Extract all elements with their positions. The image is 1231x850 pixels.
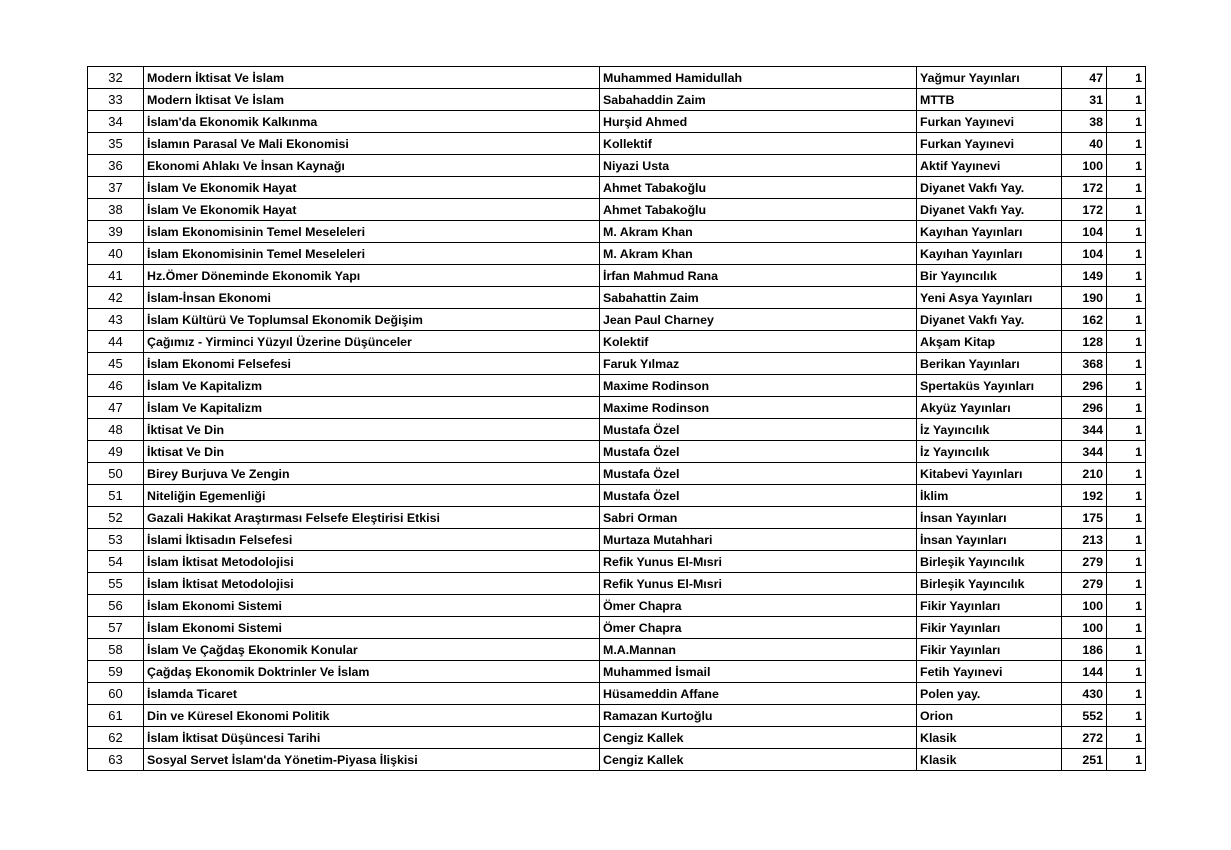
publisher-cell: Furkan Yayınevi: [917, 111, 1062, 133]
row-number-cell: 44: [88, 331, 144, 353]
quantity-cell: 1: [1107, 727, 1146, 749]
quantity-cell: 1: [1107, 177, 1146, 199]
page-count-cell: 344: [1062, 441, 1107, 463]
author-cell: Mustafa Özel: [600, 463, 917, 485]
row-number-cell: 55: [88, 573, 144, 595]
table-row: [88, 375, 1146, 397]
publisher-cell: Diyanet Vakfı Yay.: [917, 199, 1062, 221]
table-row: [88, 309, 1146, 331]
page-count-cell: 368: [1062, 353, 1107, 375]
title-cell: İslami İktisadın Felsefesi: [144, 529, 600, 551]
title-cell: Din ve Küresel Ekonomi Politik: [144, 705, 600, 727]
table-row: [88, 111, 1146, 133]
title-cell: Birey Burjuva Ve Zengin: [144, 463, 600, 485]
author-cell: Niyazi Usta: [600, 155, 917, 177]
table-row: [88, 265, 1146, 287]
table-row: [88, 705, 1146, 727]
quantity-cell: 1: [1107, 661, 1146, 683]
table-row: [88, 639, 1146, 661]
author-cell: Cengiz Kallek: [600, 749, 917, 771]
page-count-cell: 162: [1062, 309, 1107, 331]
row-number-cell: 37: [88, 177, 144, 199]
table-row: [88, 551, 1146, 573]
title-cell: İslam Ekonomi Sistemi: [144, 617, 600, 639]
row-number-cell: 36: [88, 155, 144, 177]
author-cell: Ahmet Tabakoğlu: [600, 177, 917, 199]
table-row: [88, 529, 1146, 551]
title-cell: İktisat Ve Din: [144, 419, 600, 441]
quantity-cell: 1: [1107, 419, 1146, 441]
row-number-cell: 42: [88, 287, 144, 309]
author-cell: Hurşid Ahmed: [600, 111, 917, 133]
publisher-cell: Yağmur Yayınları: [917, 67, 1062, 89]
title-cell: Ekonomi Ahlakı Ve İnsan Kaynağı: [144, 155, 600, 177]
author-cell: İrfan Mahmud Rana: [600, 265, 917, 287]
author-cell: Ramazan Kurtoğlu: [600, 705, 917, 727]
page-count-cell: 38: [1062, 111, 1107, 133]
row-number-cell: 61: [88, 705, 144, 727]
page-count-cell: 279: [1062, 573, 1107, 595]
row-number-cell: 40: [88, 243, 144, 265]
author-cell: Jean Paul Charney: [600, 309, 917, 331]
table-row: [88, 749, 1146, 771]
quantity-cell: 1: [1107, 353, 1146, 375]
table-row: [88, 595, 1146, 617]
table-row: [88, 199, 1146, 221]
table-row: [88, 353, 1146, 375]
table-row: [88, 419, 1146, 441]
author-cell: M.A.Mannan: [600, 639, 917, 661]
table-row: [88, 573, 1146, 595]
author-cell: Hüsameddin Affane: [600, 683, 917, 705]
page-count-cell: 251: [1062, 749, 1107, 771]
page-count-cell: 144: [1062, 661, 1107, 683]
author-cell: Refik Yunus El-Mısri: [600, 551, 917, 573]
author-cell: Mustafa Özel: [600, 485, 917, 507]
page-count-cell: 149: [1062, 265, 1107, 287]
quantity-cell: 1: [1107, 749, 1146, 771]
author-cell: Murtaza Mutahhari: [600, 529, 917, 551]
author-cell: Muhammed İsmail: [600, 661, 917, 683]
author-cell: Faruk Yılmaz: [600, 353, 917, 375]
page-count-cell: 186: [1062, 639, 1107, 661]
table-row: [88, 683, 1146, 705]
page-count-cell: 128: [1062, 331, 1107, 353]
table-row: [88, 727, 1146, 749]
title-cell: İslamın Parasal Ve Mali Ekonomisi: [144, 133, 600, 155]
quantity-cell: 1: [1107, 221, 1146, 243]
row-number-cell: 46: [88, 375, 144, 397]
publisher-cell: Klasik: [917, 749, 1062, 771]
quantity-cell: 1: [1107, 67, 1146, 89]
row-number-cell: 52: [88, 507, 144, 529]
page-count-cell: 344: [1062, 419, 1107, 441]
publisher-cell: Berikan Yayınları: [917, 353, 1062, 375]
title-cell: İslam Ekonomi Sistemi: [144, 595, 600, 617]
title-cell: İslam Kültürü Ve Toplumsal Ekonomik Değişim: [144, 309, 600, 331]
publisher-cell: Kitabevi Yayınları: [917, 463, 1062, 485]
row-number-cell: 59: [88, 661, 144, 683]
row-number-cell: 47: [88, 397, 144, 419]
table-row: [88, 331, 1146, 353]
author-cell: Ömer Chapra: [600, 617, 917, 639]
table-row: [88, 661, 1146, 683]
publisher-cell: Akşam Kitap: [917, 331, 1062, 353]
author-cell: Mustafa Özel: [600, 419, 917, 441]
row-number-cell: 33: [88, 89, 144, 111]
table-body: [88, 67, 1146, 771]
author-cell: Ahmet Tabakoğlu: [600, 199, 917, 221]
quantity-cell: 1: [1107, 331, 1146, 353]
author-cell: Ömer Chapra: [600, 595, 917, 617]
row-number-cell: 53: [88, 529, 144, 551]
page-count-cell: 213: [1062, 529, 1107, 551]
title-cell: Hz.Ömer Döneminde Ekonomik Yapı: [144, 265, 600, 287]
publisher-cell: Diyanet Vakfı Yay.: [917, 309, 1062, 331]
quantity-cell: 1: [1107, 199, 1146, 221]
title-cell: İslam Ekonomisinin Temel Meseleleri: [144, 243, 600, 265]
row-number-cell: 43: [88, 309, 144, 331]
page-count-cell: 100: [1062, 595, 1107, 617]
title-cell: İslam Ve Kapitalizm: [144, 397, 600, 419]
author-cell: M. Akram Khan: [600, 243, 917, 265]
publisher-cell: Kayıhan Yayınları: [917, 221, 1062, 243]
page-count-cell: 104: [1062, 221, 1107, 243]
publisher-cell: Fikir Yayınları: [917, 617, 1062, 639]
row-number-cell: 39: [88, 221, 144, 243]
quantity-cell: 1: [1107, 375, 1146, 397]
title-cell: İslam-İnsan Ekonomi: [144, 287, 600, 309]
quantity-cell: 1: [1107, 617, 1146, 639]
quantity-cell: 1: [1107, 243, 1146, 265]
row-number-cell: 60: [88, 683, 144, 705]
quantity-cell: 1: [1107, 89, 1146, 111]
table-row: [88, 287, 1146, 309]
table-row: [88, 463, 1146, 485]
publisher-cell: Diyanet Vakfı Yay.: [917, 177, 1062, 199]
title-cell: İslam Ve Ekonomik Hayat: [144, 177, 600, 199]
title-cell: İslam Ekonomi Felsefesi: [144, 353, 600, 375]
page-count-cell: 192: [1062, 485, 1107, 507]
quantity-cell: 1: [1107, 133, 1146, 155]
row-number-cell: 57: [88, 617, 144, 639]
quantity-cell: 1: [1107, 573, 1146, 595]
table-row: [88, 617, 1146, 639]
table-row: [88, 507, 1146, 529]
page-count-cell: 31: [1062, 89, 1107, 111]
author-cell: Sabri Orman: [600, 507, 917, 529]
title-cell: Gazali Hakikat Araştırması Felsefe Eleştirisi Etkisi: [144, 507, 600, 529]
row-number-cell: 48: [88, 419, 144, 441]
table-row: [88, 485, 1146, 507]
quantity-cell: 1: [1107, 683, 1146, 705]
page-count-cell: 40: [1062, 133, 1107, 155]
title-cell: Niteliğin Egemenliği: [144, 485, 600, 507]
author-cell: Kolektif: [600, 331, 917, 353]
title-cell: İslam İktisat Metodolojisi: [144, 551, 600, 573]
row-number-cell: 38: [88, 199, 144, 221]
title-cell: İslam Ve Kapitalizm: [144, 375, 600, 397]
row-number-cell: 54: [88, 551, 144, 573]
row-number-cell: 41: [88, 265, 144, 287]
publisher-cell: Spertaküs Yayınları: [917, 375, 1062, 397]
quantity-cell: 1: [1107, 463, 1146, 485]
quantity-cell: 1: [1107, 441, 1146, 463]
page-count-cell: 172: [1062, 199, 1107, 221]
page-count-cell: 190: [1062, 287, 1107, 309]
author-cell: Cengiz Kallek: [600, 727, 917, 749]
row-number-cell: 63: [88, 749, 144, 771]
table-row: [88, 67, 1146, 89]
title-cell: İslamda Ticaret: [144, 683, 600, 705]
author-cell: Sabahattin Zaim: [600, 287, 917, 309]
title-cell: Modern İktisat Ve İslam: [144, 89, 600, 111]
publisher-cell: Orion: [917, 705, 1062, 727]
row-number-cell: 62: [88, 727, 144, 749]
publisher-cell: Kayıhan Yayınları: [917, 243, 1062, 265]
quantity-cell: 1: [1107, 397, 1146, 419]
row-number-cell: 58: [88, 639, 144, 661]
publisher-cell: Aktif Yayınevi: [917, 155, 1062, 177]
publisher-cell: İnsan Yayınları: [917, 529, 1062, 551]
publisher-cell: MTTB: [917, 89, 1062, 111]
publisher-cell: Klasik: [917, 727, 1062, 749]
author-cell: Sabahaddin Zaim: [600, 89, 917, 111]
publisher-cell: İnsan Yayınları: [917, 507, 1062, 529]
row-number-cell: 50: [88, 463, 144, 485]
author-cell: Refik Yunus El-Mısri: [600, 573, 917, 595]
row-number-cell: 32: [88, 67, 144, 89]
row-number-cell: 45: [88, 353, 144, 375]
quantity-cell: 1: [1107, 639, 1146, 661]
page-count-cell: 210: [1062, 463, 1107, 485]
title-cell: Çağımız - Yirminci Yüzyıl Üzerine Düşünceler: [144, 331, 600, 353]
table-row: [88, 155, 1146, 177]
table-row: [88, 133, 1146, 155]
publisher-cell: Bir Yayıncılık: [917, 265, 1062, 287]
quantity-cell: 1: [1107, 265, 1146, 287]
quantity-cell: 1: [1107, 507, 1146, 529]
title-cell: İslam Ekonomisinin Temel Meseleleri: [144, 221, 600, 243]
quantity-cell: 1: [1107, 309, 1146, 331]
book-list-table: [87, 66, 1146, 771]
page-count-cell: 47: [1062, 67, 1107, 89]
publisher-cell: Fikir Yayınları: [917, 639, 1062, 661]
row-number-cell: 49: [88, 441, 144, 463]
row-number-cell: 34: [88, 111, 144, 133]
publisher-cell: İz Yayıncılık: [917, 419, 1062, 441]
page-count-cell: 172: [1062, 177, 1107, 199]
author-cell: Mustafa Özel: [600, 441, 917, 463]
quantity-cell: 1: [1107, 155, 1146, 177]
page-count-cell: 296: [1062, 397, 1107, 419]
author-cell: Kollektif: [600, 133, 917, 155]
page-count-cell: 104: [1062, 243, 1107, 265]
quantity-cell: 1: [1107, 595, 1146, 617]
title-cell: İslam Ve Çağdaş Ekonomik Konular: [144, 639, 600, 661]
title-cell: İslam'da Ekonomik Kalkınma: [144, 111, 600, 133]
table-row: [88, 441, 1146, 463]
page-count-cell: 175: [1062, 507, 1107, 529]
table-row: [88, 221, 1146, 243]
publisher-cell: Polen yay.: [917, 683, 1062, 705]
quantity-cell: 1: [1107, 705, 1146, 727]
title-cell: Çağdaş Ekonomik Doktrinler Ve İslam: [144, 661, 600, 683]
publisher-cell: Birleşik Yayıncılık: [917, 551, 1062, 573]
title-cell: İktisat Ve Din: [144, 441, 600, 463]
table-row: [88, 243, 1146, 265]
row-number-cell: 56: [88, 595, 144, 617]
quantity-cell: 1: [1107, 111, 1146, 133]
page-count-cell: 279: [1062, 551, 1107, 573]
title-cell: Modern İktisat Ve İslam: [144, 67, 600, 89]
publisher-cell: İz Yayıncılık: [917, 441, 1062, 463]
page-count-cell: 100: [1062, 617, 1107, 639]
row-number-cell: 51: [88, 485, 144, 507]
table-row: [88, 177, 1146, 199]
publisher-cell: Furkan Yayınevi: [917, 133, 1062, 155]
page-count-cell: 296: [1062, 375, 1107, 397]
quantity-cell: 1: [1107, 287, 1146, 309]
title-cell: İslam Ve Ekonomik Hayat: [144, 199, 600, 221]
author-cell: M. Akram Khan: [600, 221, 917, 243]
publisher-cell: Fetih Yayınevi: [917, 661, 1062, 683]
table-row: [88, 89, 1146, 111]
table-row: [88, 397, 1146, 419]
title-cell: Sosyal Servet İslam'da Yönetim-Piyasa İlişkisi: [144, 749, 600, 771]
author-cell: Maxime Rodinson: [600, 397, 917, 419]
page-count-cell: 272: [1062, 727, 1107, 749]
title-cell: İslam İktisat Düşüncesi Tarihi: [144, 727, 600, 749]
row-number-cell: 35: [88, 133, 144, 155]
quantity-cell: 1: [1107, 485, 1146, 507]
publisher-cell: Fikir Yayınları: [917, 595, 1062, 617]
quantity-cell: 1: [1107, 551, 1146, 573]
quantity-cell: 1: [1107, 529, 1146, 551]
publisher-cell: İklim: [917, 485, 1062, 507]
page-count-cell: 430: [1062, 683, 1107, 705]
title-cell: İslam İktisat Metodolojisi: [144, 573, 600, 595]
publisher-cell: Birleşik Yayıncılık: [917, 573, 1062, 595]
page-count-cell: 100: [1062, 155, 1107, 177]
publisher-cell: Akyüz Yayınları: [917, 397, 1062, 419]
author-cell: Maxime Rodinson: [600, 375, 917, 397]
author-cell: Muhammed Hamidullah: [600, 67, 917, 89]
page-count-cell: 552: [1062, 705, 1107, 727]
publisher-cell: Yeni Asya Yayınları: [917, 287, 1062, 309]
